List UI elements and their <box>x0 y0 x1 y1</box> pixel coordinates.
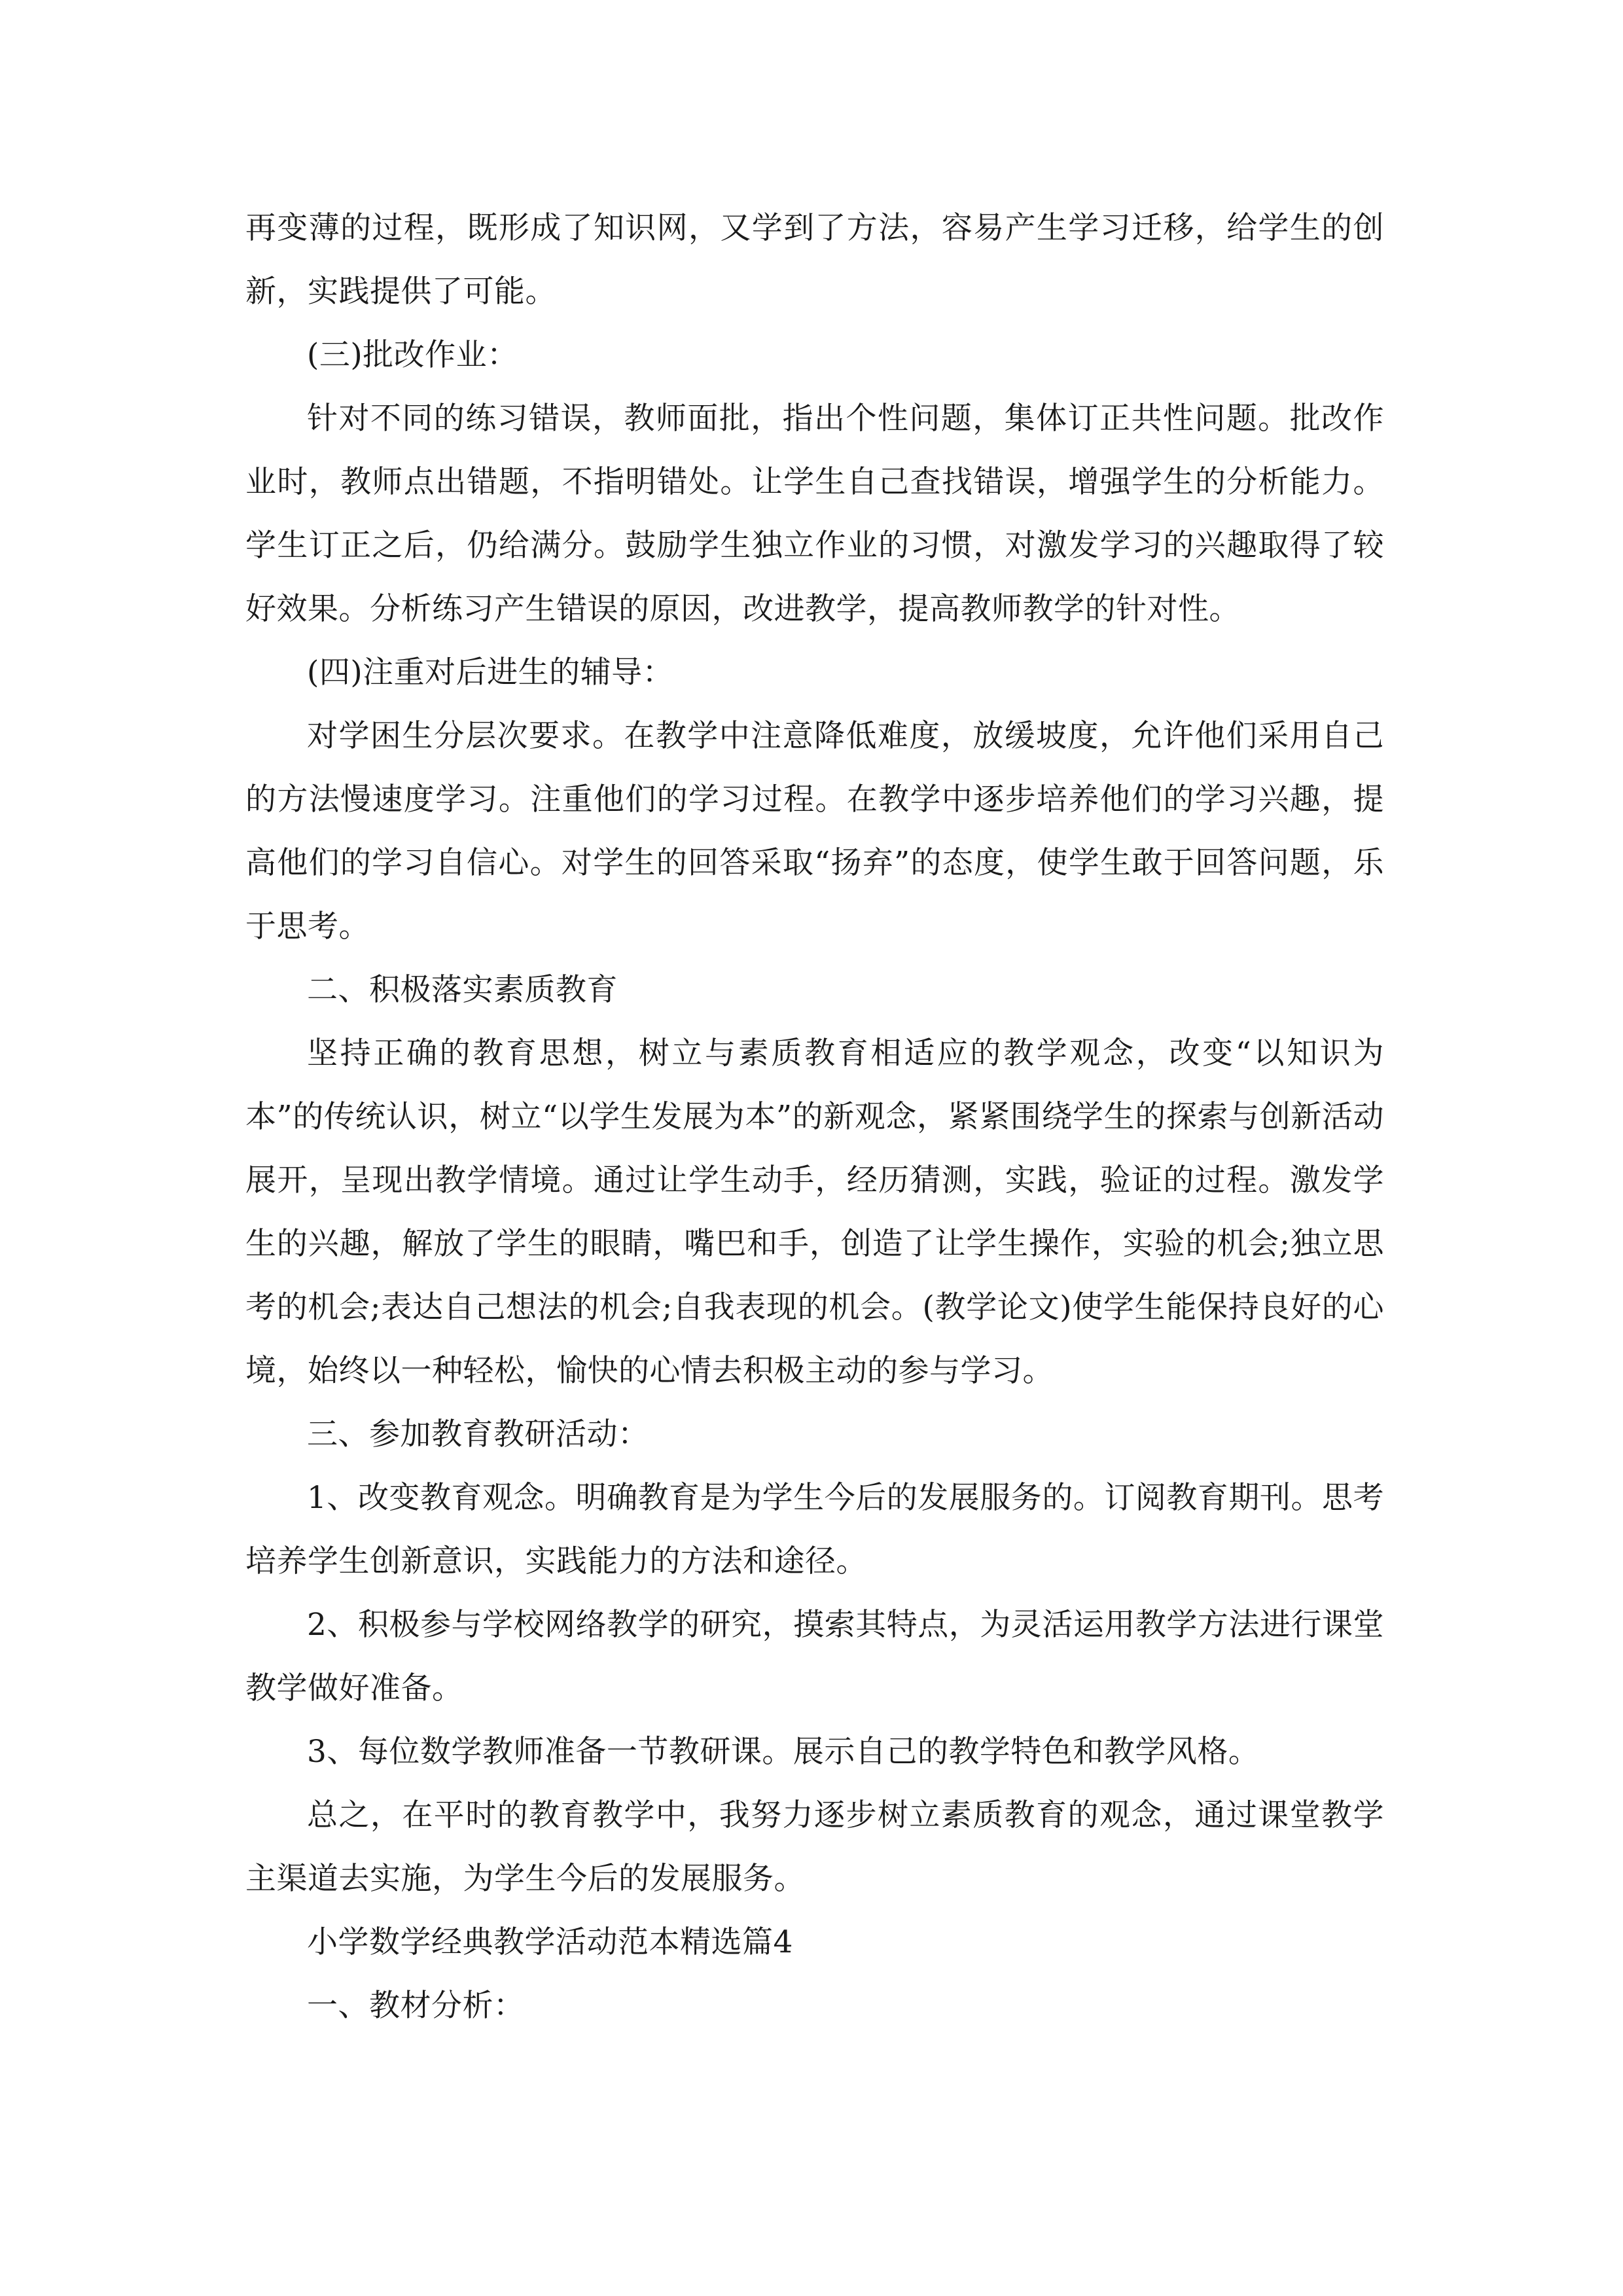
paragraph-continued: 再变薄的过程，既形成了知识网，又学到了方法，容易产生学习迁移，给学生的创新，实践提供了可能。 <box>245 210 1384 310</box>
list-item-3: 3、每位数学教师准备一节教研课。展示自己的教学特色和教学风格。 <box>307 1734 1260 1770</box>
list-item-2: 2、积极参与学校网络教学的研究，摸索其特点，为灵活运用教学方法进行课堂教学做好准备。 <box>245 1607 1384 1706</box>
paragraph-grading: 针对不同的练习错误，教师面批，指出个性问题，集体订正共性问题。批改作业时，教师点出错题，不指明错处。让学生自己查找错误，增强学生的分析能力。学生订正之后，仍给满分。鼓励学生独立作业的习惯，对激发学习的兴趣取得了较好效果。分析练习产生错误的原因，改进教学，提高教师教学的针对性。 <box>245 401 1384 627</box>
heading-grading-homework: (三)批改作业： <box>307 337 518 373</box>
document-page <box>245 196 1384 2037</box>
heading-quality-education: 二、积极落实素质教育 <box>307 972 618 1008</box>
heading-tutoring: (四)注重对后进生的辅导： <box>307 655 674 691</box>
list-item-1: 1、改变教育观念。明确教育是为学生今后的发展服务的。订阅教育期刊。思考培养学生创新意识，实践能力的方法和途径。 <box>245 1480 1384 1579</box>
heading-textbook-analysis: 一、教材分析： <box>307 1988 525 2024</box>
paragraph-tutoring: 对学困生分层次要求。在教学中注意降低难度，放缓坡度，允许他们采用自己的方法慢速度学习。注重他们的学习过程。在教学中逐步培养他们的学习兴趣，提高他们的学习自信心。对学生的回答采取“扬弃”的态度，使学生敢于回答问题，乐于思考。 <box>245 718 1384 944</box>
paragraph-summary: 总之，在平时的教育教学中，我努力逐步树立素质教育的观念，通过课堂教学主渠道去实施，为学生今后的发展服务。 <box>245 1797 1384 1897</box>
heading-research-activities: 三、参加教育教研活动： <box>307 1416 649 1452</box>
paragraph-quality-education: 坚持正确的教育思想，树立与素质教育相适应的教学观念，改变“以知识为本”的传统认识，树立“以学生发展为本”的新观念，紧紧围绕学生的探索与创新活动展开，呈现出教学情境。通过让学生动手，经历猜测，实践，验证的过程。激发学生的兴趣，解放了学生的眼睛，嘴巴和手，创造了让学生操作，实验的机会;独立思考的机会;表达自己想法的机会;自我表现的机会。(教学论文)使学生能保持良好的心境，始终以一种轻松，愉快的心情去积极主动的参与学习。 <box>245 1035 1384 1389</box>
section-title-part4: 小学数学经典教学活动范本精选篇4 <box>307 1924 793 1960</box>
